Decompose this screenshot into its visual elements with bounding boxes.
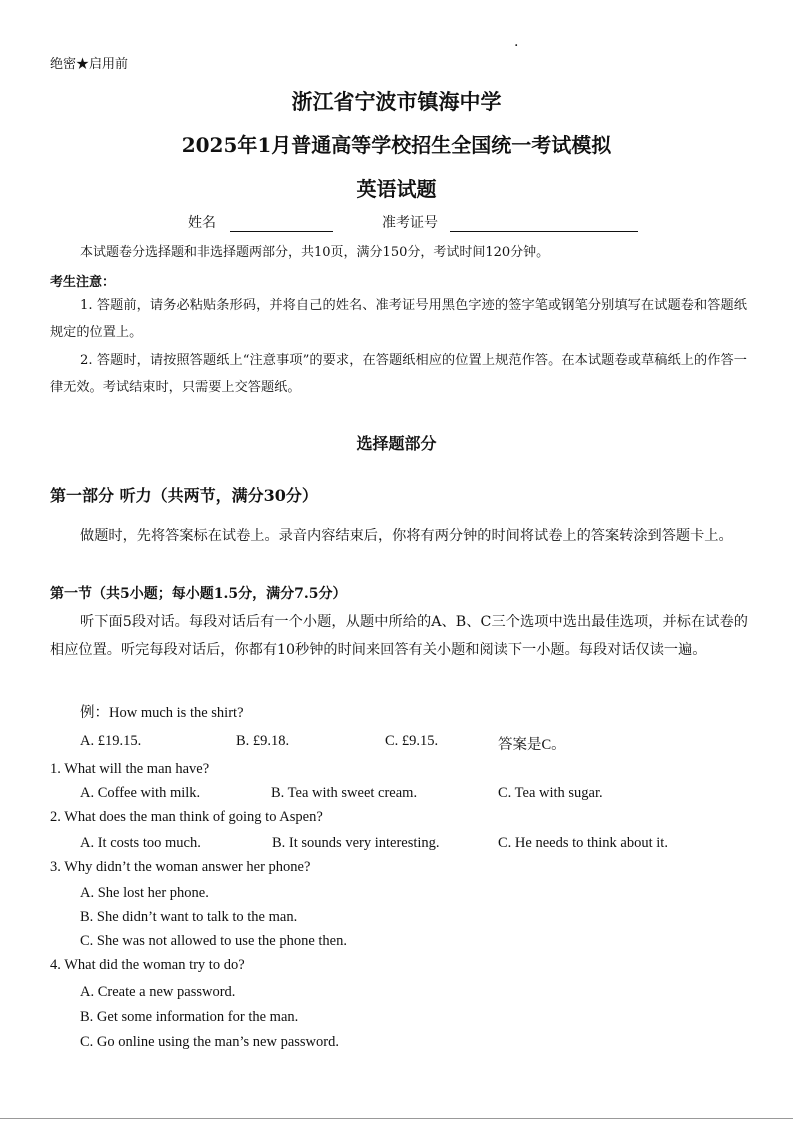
question-2: 2. What does the man think of going to Aspen? [50, 809, 323, 825]
example-question: 例：How much is the shirt? [80, 705, 244, 721]
question-4-option-a: A. Create a new password. [80, 984, 236, 1000]
question-4-option-b: B. Get some information for the man. [80, 1009, 299, 1025]
school-title: 浙江省宁波市镇海中学 [291, 89, 502, 114]
name-field [188, 212, 333, 232]
exam-title: 2025年1月普通高等学校招生全国统一考试模拟 [181, 133, 612, 157]
section-title: 选择题部分 [356, 434, 437, 453]
part1-instruction: 做题时，先将答案标在试卷上。录音内容结束后，你将有两分钟的时间将试卷上的答案转涂到答题卡上。 [80, 528, 733, 544]
name-label: 姓名 [188, 215, 216, 231]
question-3-option-b: B. She didn’t want to talk to the man. [80, 909, 298, 925]
question-4-option-c: C. Go online using the man’s new password. [80, 1034, 339, 1050]
id-blank[interactable] [450, 216, 638, 232]
example-answer: 答案是C。 [498, 737, 566, 753]
name-blank[interactable] [230, 216, 333, 232]
section1-heading: 第一节（共5小题；每小题1.5分，满分7.5分） [50, 586, 347, 602]
notice-item-2: 2. 答题时，请按照答题纸上“注意事项”的要求，在答题纸相应的位置上规范作答。在本试题卷或草稿纸上的作答一律无效。考试结束时，只需要上交答题纸。 [50, 353, 747, 395]
subject-title: 英语试题 [356, 177, 437, 201]
id-field [382, 212, 638, 232]
notice-item-1: 1. 答题前，请务必粘贴条形码，并将自己的姓名、准考证号用黑色字迹的签字笔或钢笔分别填写在试题卷和答题纸规定的位置上。 [50, 298, 747, 340]
top-dot: · [514, 38, 519, 54]
question-2-option-c: C. He needs to think about it. [498, 835, 668, 851]
question-4: 4. What did the woman try to do? [50, 957, 245, 973]
notice-heading: 考生注意： [50, 275, 116, 290]
example-option-a: A. £19.15. [80, 733, 142, 749]
question-1: 1. What will the man have? [50, 761, 210, 777]
question-2-option-b: B. It sounds very interesting. [272, 835, 440, 851]
example-option-c: C. £9.15. [385, 733, 439, 749]
question-1-option-c: C. Tea with sugar. [498, 785, 603, 801]
section1-instruction: 听下面5段对话。每段对话后有一个小题，从题中所给的A、B、C三个选项中选出最佳选项，并标在试卷的相应位置。听完每段对话后，你都有10秒钟的时间来回答有关小题和阅读下一小题。每段对话仅读一遍。 [50, 614, 748, 658]
example-option-b: B. £9.18. [236, 733, 290, 749]
page-bottom-rule [0, 1118, 793, 1119]
question-1-option-a: A. Coffee with milk. [80, 785, 201, 801]
confidential-label: 绝密★启用前 [50, 57, 129, 72]
exam-intro: 本试题卷分选择题和非选择题两部分，共10页，满分150分，考试时间120分钟。 [80, 245, 550, 260]
id-label: 准考证号 [382, 215, 438, 231]
question-3: 3. Why didn’t the woman answer her phone? [50, 859, 311, 875]
question-2-option-a: A. It costs too much. [80, 835, 201, 851]
question-3-option-a: A. She lost her phone. [80, 885, 209, 901]
question-3-option-c: C. She was not allowed to use the phone then. [80, 933, 347, 949]
part1-heading: 第一部分 听力（共两节，满分30分） [50, 486, 318, 505]
question-1-option-b: B. Tea with sweet cream. [271, 785, 418, 801]
